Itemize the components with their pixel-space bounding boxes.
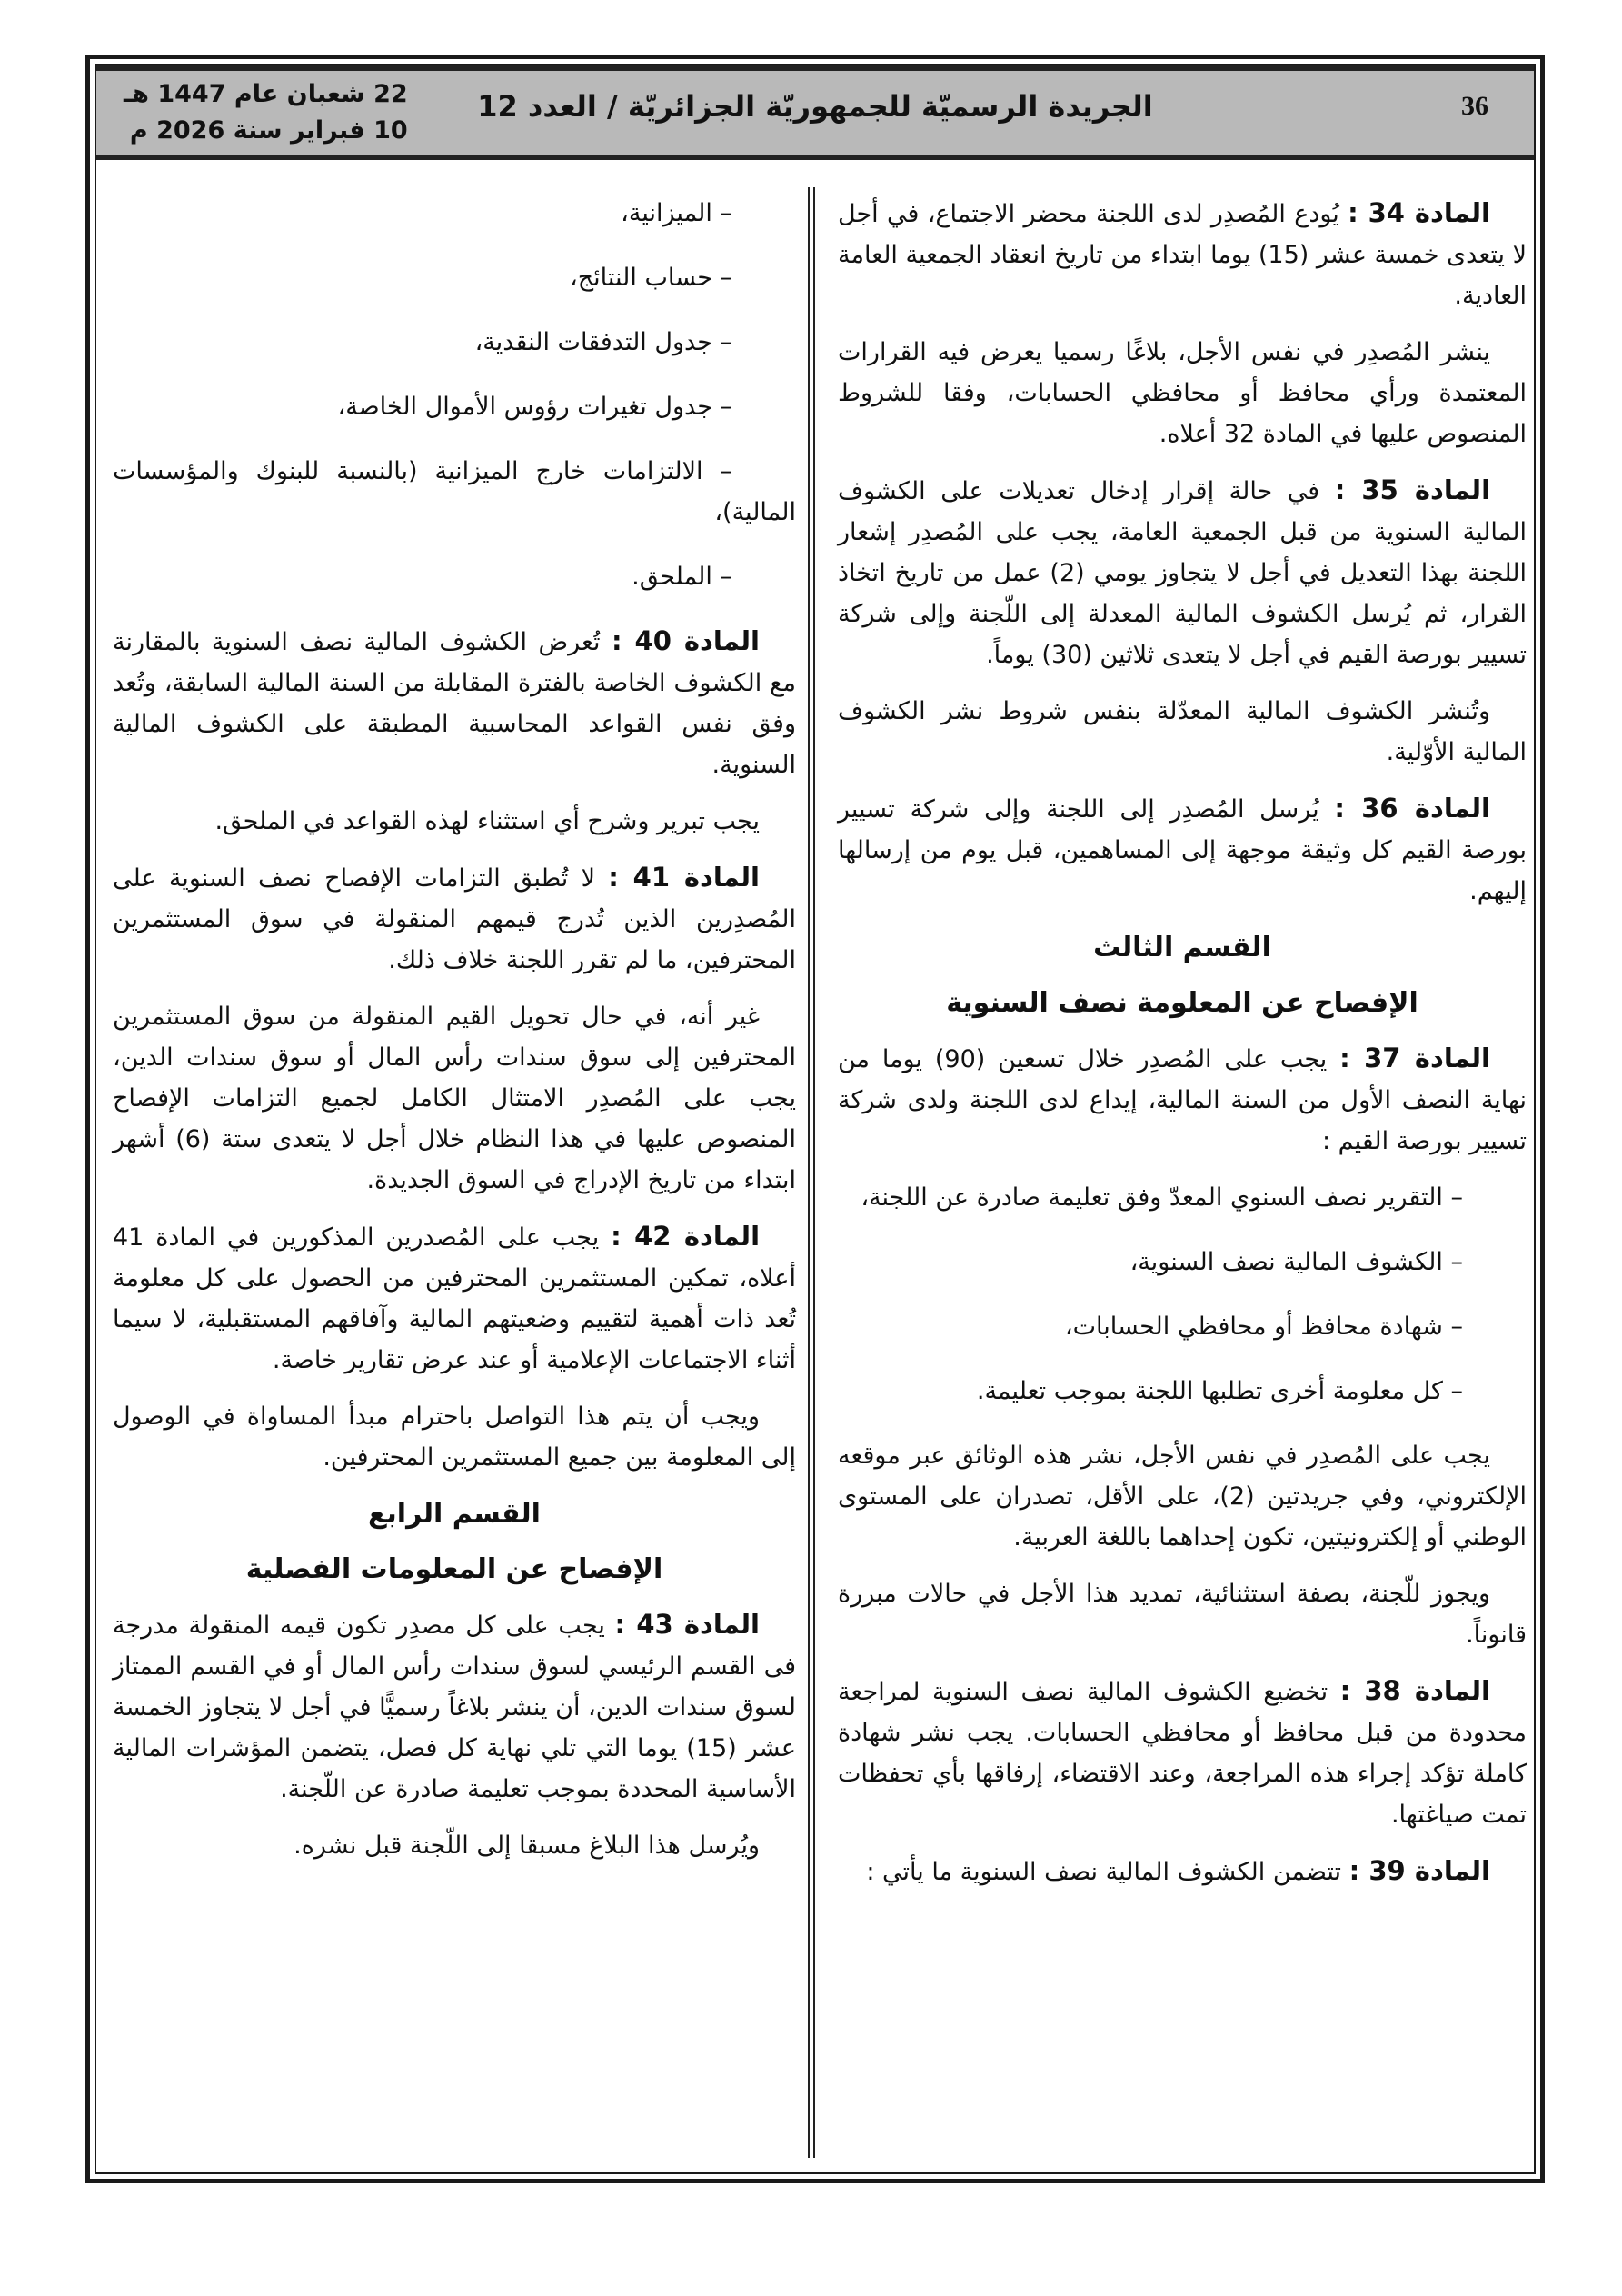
paragraph-text: – كل معلومة أخرى تطلبها اللجنة بموجب تعليمة. xyxy=(976,1377,1463,1405)
section-heading: الإفصاح عن المعلومات الفصلية xyxy=(245,1553,663,1585)
left-column xyxy=(113,193,796,1882)
paragraph-text: يجب على المُصدرين المذكورين في المادة 41 أعلاه، تمكين المستثمرين المحترفين من الحصول على كل معلومة تُعد ذات أهمية لتقييم وضعيتهم المالية وآفاقهم المستقبلية، لا سيما أثناء الاجتماعات الإعلامية أو عند عرض تقارير خاصة. xyxy=(113,1223,796,1374)
paragraph-text: – شهادة محافظ أو محافظي الحسابات، xyxy=(1064,1313,1463,1341)
section-heading: القسم الثالث xyxy=(1093,932,1271,963)
paragraph-text: – الالتزامات خارج الميزانية (بالنسبة للبنوك والمؤسسات المالية)، xyxy=(113,457,796,526)
paragraph-text: يجب على المُصدِر خلال تسعين (90) يوما من نهاية النصف الأول من السنة المالية، إيداع لدى اللجنة ولدى شركة تسيير بورصة القيم : xyxy=(838,1045,1527,1155)
column-divider xyxy=(808,187,815,2158)
article-number: المادة 38 : xyxy=(1339,1675,1490,1706)
paragraph-text: – الملحق. xyxy=(632,563,732,591)
paragraph xyxy=(838,1573,1527,1655)
paragraph-text: يجب تبرير وشرح أي استثناء لهذه القواعد في الملحق. xyxy=(214,807,760,835)
paragraph-text: ويجوز للّجنة، بصفة استثنائية، تمديد هذا الأجل في حالات مبررة قانوناً. xyxy=(838,1580,1527,1649)
paragraph-text: يُودع المُصدِر لدى اللجنة محضر الاجتماع، في أجل لا يتعدى خمسة عشر (15) يوما ابتداء من تاريخ انعقاد الجمعية العامة العادية. xyxy=(838,200,1527,310)
paragraph-text: لا تُطبق التزامات الإفصاح نصف السنوية على المُصدِرين الذين تُدرج قيمهم المنقولة في سوق المستثمرين المحترفين، ما لم تقرر اللجنة خلاف ذلك. xyxy=(113,864,796,974)
paragraph-text: ينشر المُصدِر في نفس الأجل، بلاغًا رسميا يعرض فيه القرارات المعتمدة ورأي محافظ أو محافظي الحسابات، وفقا للشروط المنصوص عليها في المادة 32 أعلاه. xyxy=(838,338,1527,448)
paragraph-text: وتُنشر الكشوف المالية المعدّلة بنفس شروط نشر الكشوف المالية الأوّلية. xyxy=(838,697,1527,766)
gazette-header xyxy=(96,65,1534,160)
article-paragraph xyxy=(113,1216,796,1381)
list-item xyxy=(113,386,796,427)
paragraph xyxy=(113,996,796,1201)
paragraph xyxy=(113,801,796,842)
article-paragraph xyxy=(113,621,796,785)
article-number: المادة 35 : xyxy=(1334,474,1491,505)
article-paragraph xyxy=(838,1038,1527,1162)
paragraph-text: – جدول التدفقات النقدية، xyxy=(474,328,732,356)
section-heading: الإفصاح عن المعلومة نصف السنوية xyxy=(946,987,1418,1019)
article-number: المادة 36 : xyxy=(1334,793,1490,824)
paragraph xyxy=(113,1825,796,1866)
gazette-title: الجريدة الرسميّة للجمهوريّة الجزائريّة / العدد 12 xyxy=(477,89,1153,124)
paragraph-text: غير أنه، في حال تحويل القيم المنقولة من سوق المستثمرين المحترفين إلى سوق سندات رأس المال أو سوق سندات الدين، يجب على المُصدِر الامتثال الكامل لجميع التزامات الإفصاح المنصوص عليها في هذا النظام خلال أجل لا يتعدى ستة (6) أشهر ابتداء من تاريخ الإدراج في السوق الجديدة. xyxy=(113,1003,797,1194)
paragraph-text: تخضيع الكشوف المالية نصف السنوية لمراجعة محدودة من قبل محافظ أو محافظي الحسابات. يجب نشر شهادة كاملة تؤكد إجراء هذه المراجعة، وعند الاقتضاء، إرفاقها بأي تحفظات تمت صياغتها. xyxy=(838,1678,1527,1829)
paragraph xyxy=(838,1435,1527,1558)
paragraph-text: – حساب النتائج، xyxy=(570,264,732,292)
right-column xyxy=(838,193,1527,1908)
paragraph-text: يُرسل المُصدِر إلى اللجنة وإلى شركة تسيير بورصة القيم كل وثيقة موجهة إلى المساهمين، قبل يوم من إرسالها إليهم. xyxy=(838,795,1527,905)
paragraph-text: يجب على المُصدِر في نفس الأجل، نشر هذه الوثائق عبر موقعه الإلكتروني، وفي جريدتين (2)، على الأقل، تصدران على المستوى الوطني أو إلكترونيتين، تكون إحداهما باللغة العربية. xyxy=(838,1442,1527,1552)
list-item xyxy=(113,322,796,363)
date-hijri: 22 شعبان عام 1447 هـ xyxy=(124,80,408,108)
paragraph-text: تتضمن الكشوف المالية نصف السنوية ما يأتي : xyxy=(866,1858,1349,1886)
article-paragraph xyxy=(113,1604,796,1810)
paragraph-text: في حالة إقرار إدخال تعديلات على الكشوف المالية السنوية من قبل الجمعية العامة، يجب على المُصدِر إشعار اللجنة بهذا التعديل في أجل لا يتجاوز يومي (2) عمل من تاريخ اتخاذ القرار، ثم يُرسل الكشوف المالية المعدلة إلى اللّجنة وإلى شركة تسيير بورصة القيم في أجل لا يتعدى ثلاثين (30) يوماً. xyxy=(838,477,1527,669)
list-item xyxy=(838,1306,1527,1347)
paragraph-text: – جدول تغيرات رؤوس الأموال الخاصة، xyxy=(337,393,732,421)
article-number: المادة 37 : xyxy=(1339,1043,1490,1073)
list-item xyxy=(838,1242,1527,1283)
date-gregorian: 10 فبراير سنة 2026 م xyxy=(129,116,408,145)
article-paragraph xyxy=(838,1671,1527,1835)
article-number: المادة 42 : xyxy=(611,1221,761,1252)
article-number: المادة 41 : xyxy=(608,862,760,893)
article-paragraph xyxy=(838,1851,1527,1892)
paragraph-text: – التقرير نصف السنوي المعدّ وفق تعليمة صادرة عن اللجنة، xyxy=(861,1183,1463,1212)
article-number: المادة 43 : xyxy=(614,1609,760,1640)
paragraph xyxy=(838,332,1527,454)
page-number: 36 xyxy=(1461,91,1488,121)
list-item xyxy=(113,451,796,533)
article-number: المادة 39 : xyxy=(1348,1855,1490,1886)
paragraph-text: ويُرسل هذا البلاغ مسبقا إلى اللّجنة قبل نشره. xyxy=(294,1832,760,1860)
paragraph-text: تُعرض الكشوف المالية نصف السنوية بالمقارنة مع الكشوف الخاصة بالفترة المقابلة من السنة المالية السابقة، وتُعد وفق نفس القواعد المحاسبية المطبقة على الكشوف المالية السنوية. xyxy=(113,628,796,779)
paragraph-text: – الميزانية، xyxy=(621,199,732,227)
list-item xyxy=(113,193,796,234)
list-item xyxy=(838,1371,1527,1412)
list-item xyxy=(838,1177,1527,1218)
article-paragraph xyxy=(838,193,1527,316)
list-item xyxy=(113,257,796,298)
paragraph xyxy=(838,691,1527,773)
paragraph-text: ويجب أن يتم هذا التواصل باحترام مبدأ المساواة في الوصول إلى المعلومة بين جميع المستثمرين المحترفين. xyxy=(113,1403,796,1472)
article-paragraph xyxy=(838,470,1527,675)
article-number: المادة 40 : xyxy=(611,625,760,656)
article-paragraph xyxy=(113,857,796,981)
article-number: المادة 34 : xyxy=(1348,197,1490,228)
section-heading: القسم الرابع xyxy=(368,1498,541,1530)
article-paragraph xyxy=(838,788,1527,912)
paragraph-text: يجب على كل مصدِر تكون قيمه المنقولة مدرجة فى القسم الرئيسي لسوق سندات رأس المال أو في القسم الممتاز لسوق سندات الدين، أن ينشر بلاغاً رسميًّا في أجل لا يتجاوز الخمسة عشر (15) يوما التي تلي نهاية كل فصل، يتضمن المؤشرات المالية الأساسية المحددة بموجب تعليمة صادرة عن اللّجنة. xyxy=(113,1612,796,1803)
paragraph xyxy=(113,1396,796,1478)
paragraph-text: – الكشوف المالية نصف السنوية، xyxy=(1129,1248,1463,1276)
issue-dates xyxy=(124,76,408,149)
list-item xyxy=(113,556,796,597)
